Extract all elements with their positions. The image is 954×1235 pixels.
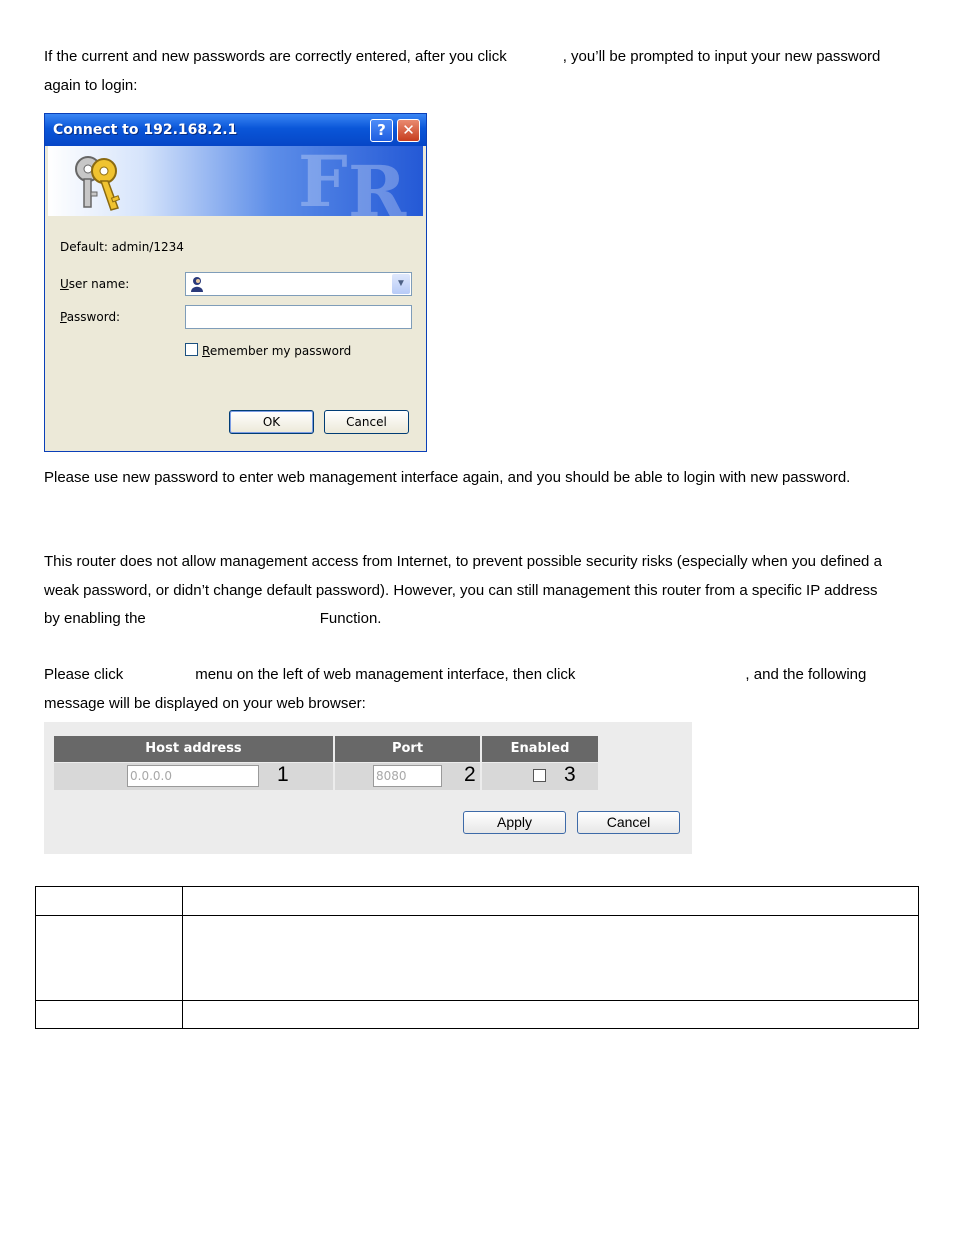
dialog-title-bar (45, 114, 426, 146)
username-label: User name: (60, 277, 130, 291)
username-combo[interactable] (185, 272, 412, 296)
user-icon (190, 276, 204, 292)
close-icon[interactable]: ✕ (397, 119, 420, 142)
remote-management-panel (44, 722, 692, 854)
callout-1: 1 (277, 763, 289, 786)
table-row (36, 1001, 919, 1029)
ok-button[interactable]: OK (229, 410, 314, 434)
intro-paragraph (44, 43, 916, 100)
callout-2: 2 (464, 763, 476, 786)
table-row (36, 916, 919, 1001)
help-icon[interactable]: ? (370, 119, 393, 142)
header-port: Port (335, 736, 480, 762)
dialog-banner: F R (48, 146, 423, 216)
table-row (36, 887, 919, 916)
remember-checkbox[interactable] (185, 343, 198, 356)
intro-text-b: , you’ll be prompted to input your new password (562, 48, 881, 65)
port-input[interactable]: 8080 (373, 765, 442, 787)
host-address-input[interactable]: 0.0.0.0 (127, 765, 259, 787)
keys-icon (68, 152, 128, 214)
dialog-title: Connect to 192.168.2.1 (53, 122, 238, 138)
callout-3: 3 (564, 763, 576, 786)
header-host-address: Host address (54, 736, 333, 762)
apply-button[interactable]: Apply (463, 811, 566, 834)
instruction-paragraph: Please click menu on the left of web management interface, then click , and the following message will be displayed on your web browser: (44, 666, 867, 712)
cancel-button[interactable]: Cancel (324, 410, 409, 434)
default-hint: Default: admin/1234 (60, 240, 184, 254)
header-enabled: Enabled (482, 736, 598, 762)
remote-info-paragraph: This router does not allow management access from Internet, to prevent possible security risks (especially when you defined a weak password, or didn’t change default password). However, you can still management this router from a specific IP address by enabling the Function. (44, 553, 882, 627)
password-label: Password: (60, 310, 121, 324)
panel-cancel-button[interactable]: Cancel (577, 811, 680, 834)
relogin-paragraph: Please use new password to enter web management interface again, and you should be able to login with new password. (44, 469, 851, 486)
chevron-down-icon[interactable]: ▼ (392, 274, 410, 294)
enabled-checkbox[interactable] (533, 769, 546, 782)
remember-label: Remember my password (202, 344, 352, 358)
intro-text-c: again to login: (44, 76, 138, 94)
parameter-table (35, 886, 919, 1029)
password-field[interactable] (185, 305, 412, 329)
intro-text-a: If the current and new passwords are correctly entered, after you click (44, 48, 507, 65)
login-dialog (44, 113, 427, 452)
